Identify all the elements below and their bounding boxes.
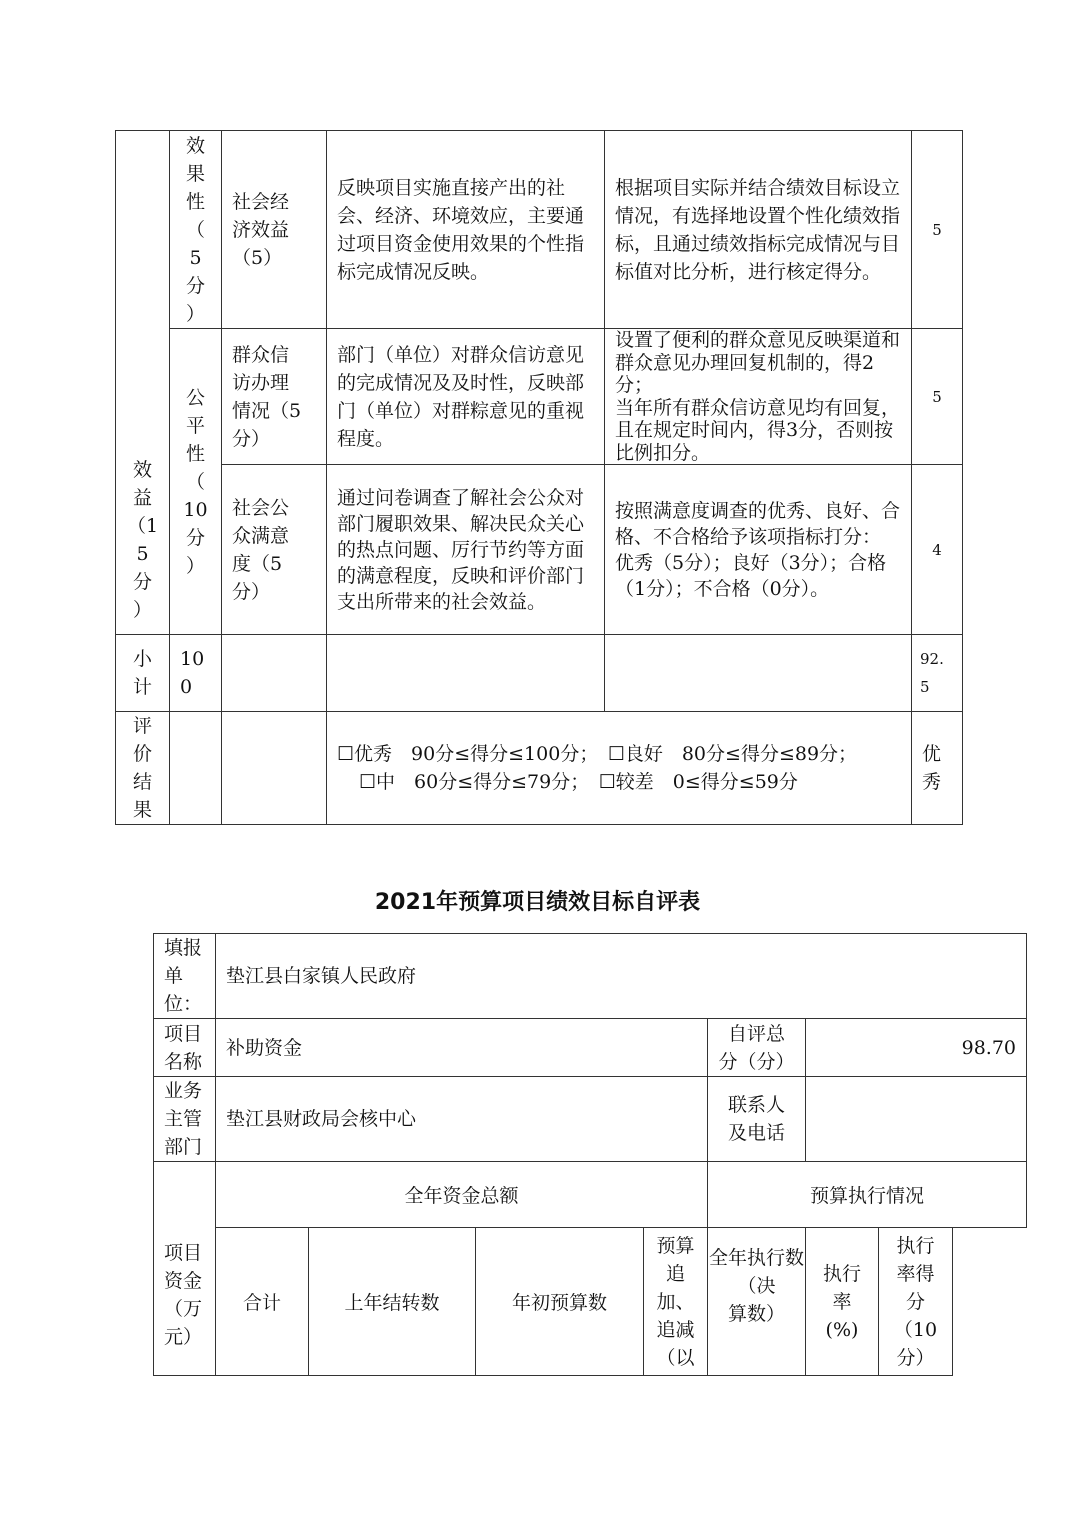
sub-dimension-char: 性 xyxy=(185,190,205,213)
header-line: 追 xyxy=(665,1262,685,1285)
indicator-public-satisfaction xyxy=(222,465,327,635)
header-line: 预算 xyxy=(656,1234,695,1257)
scoring-criteria: 根据项目实际并结合绩效目标设立情况，有选择地设置个性化绩效指标，且通过绩效指标完成情况与目标值对比分析，进行核定得分。 xyxy=(605,131,912,329)
sub-dimension-char: 10 xyxy=(183,498,208,521)
dimension-char: 分 xyxy=(132,571,152,593)
sub-dimension-char: ） xyxy=(185,554,205,577)
subtotal-total-points xyxy=(170,635,222,712)
empty-cell xyxy=(222,712,327,825)
label-line: 业务 xyxy=(164,1080,203,1102)
col-annual-exec xyxy=(708,1228,806,1376)
empty-cell xyxy=(327,635,605,712)
indicator-description: 反映项目实施直接产出的社会、经济、环境效应，主要通过项目资金使用效果的个性指标完成情况反映。 xyxy=(327,131,605,329)
unit-label xyxy=(154,934,216,1019)
indicator-social-economic xyxy=(222,131,327,329)
header-line: 分） xyxy=(896,1346,935,1369)
budget-exec-header: 预算执行情况 xyxy=(708,1162,1027,1228)
header-line: 率 xyxy=(832,1290,852,1313)
label-line: 主管 xyxy=(164,1108,203,1130)
self-score-value: 98.70 xyxy=(806,1019,1027,1077)
header-line: 算数） xyxy=(727,1303,785,1325)
sub-dimension-char: （ xyxy=(185,470,205,493)
empty-cell xyxy=(170,712,222,825)
funds-total-header: 全年资金总额 xyxy=(216,1162,708,1228)
label-line: 项目 xyxy=(164,1022,203,1045)
value-line: 0 xyxy=(180,676,193,698)
dimension-char: （1 xyxy=(126,515,159,537)
criteria-line: 设置了便利的群众意见反映渠道和群众意见办理回复机制的，得2分； xyxy=(615,329,901,396)
indicator-score: 5 xyxy=(912,131,963,329)
evaluation-result xyxy=(912,712,963,825)
label-line: 联系人 xyxy=(727,1094,785,1116)
value-line: 5 xyxy=(920,678,930,696)
indicator-line: 众满意 xyxy=(232,524,290,547)
col-exec-rate-score xyxy=(879,1228,953,1376)
value-line: 92. xyxy=(920,650,944,668)
sub-dimension-char: 分 xyxy=(185,526,205,549)
header-line: 执行 xyxy=(896,1234,935,1257)
label-line: 填报 xyxy=(164,937,203,959)
header-line: (%) xyxy=(825,1318,859,1341)
indicator-line: 社会公 xyxy=(232,496,290,519)
sub-dimension-effectiveness xyxy=(170,131,222,329)
label-char: 价 xyxy=(132,743,152,765)
label-char: 优 xyxy=(922,743,942,765)
scoring-criteria xyxy=(605,329,912,465)
sub-dimension-char: 分 xyxy=(185,274,205,297)
dept-value: 垫江县财政局会核中心 xyxy=(216,1077,708,1162)
col-initial-budget: 年初预算数 xyxy=(476,1228,644,1376)
indicator-line: 济效益 xyxy=(232,218,290,241)
dimension-char: ） xyxy=(132,599,152,621)
self-evaluation-table xyxy=(153,933,1027,1376)
dimension-effect-cell xyxy=(116,131,170,635)
self-score-label xyxy=(708,1019,806,1077)
criteria-line: 优秀（5分）；良好（3分）；合格（1分）；不合格（0分）。 xyxy=(615,551,887,600)
page-title: 2021年预算项目绩效目标自评表 xyxy=(374,890,701,915)
criteria-line: 按照满意度调查的优秀、良好、合格、不合格给予该项指标打分： xyxy=(615,499,901,548)
label-char: 小 xyxy=(132,648,152,670)
label-line: 项目 xyxy=(164,1242,203,1264)
project-funds-label xyxy=(154,1162,216,1376)
indicator-line: 分） xyxy=(232,427,271,450)
label-line: 自评总 xyxy=(727,1022,785,1045)
sub-dimension-char: 果 xyxy=(185,162,205,185)
label-line: 元） xyxy=(164,1326,203,1348)
header-line: （以 xyxy=(656,1346,695,1369)
subtotal-score xyxy=(912,635,963,712)
label-char: 结 xyxy=(132,771,152,793)
indicator-line: （5） xyxy=(232,246,283,269)
dimension-char: 益 xyxy=(132,487,152,509)
contact-label xyxy=(708,1077,806,1162)
indicator-line: 度（5 xyxy=(232,552,283,575)
dimension-char: 效 xyxy=(132,459,152,481)
col-total: 合计 xyxy=(216,1228,309,1376)
dimension-char: 5 xyxy=(136,543,149,565)
evaluation-label xyxy=(116,712,170,825)
header-line: 全年执行数（决 xyxy=(708,1247,804,1297)
header-line: 执行 xyxy=(822,1262,861,1285)
label-char: 果 xyxy=(132,799,152,821)
indicator-description: 部门（单位）对群众信访意见的完成情况及及时性，反映部门（单位）对群粽意见的重视程度。 xyxy=(327,329,605,465)
header-line: （10 xyxy=(893,1318,938,1341)
sub-dimension-char: 5 xyxy=(189,246,202,269)
label-line: 单 xyxy=(164,965,184,987)
empty-cell xyxy=(222,635,327,712)
evaluation-line-1: ☐优秀 90分≤得分≤100分； ☐良好 80分≤得分≤89分； xyxy=(337,743,858,765)
sub-dimension-char: 效 xyxy=(185,134,205,157)
project-name-label xyxy=(154,1019,216,1077)
sub-dimension-char: （ xyxy=(185,218,205,241)
label-line: 资金 xyxy=(164,1270,203,1292)
indicator-score: 5 xyxy=(912,329,963,465)
indicator-line: 情况（5 xyxy=(232,399,302,422)
criteria-line: 当年所有群众信访意见均有回复，且在规定时间内，得3分，否则按比例扣分。 xyxy=(615,396,901,464)
unit-value: 垫江县白家镇人民政府 xyxy=(216,934,1027,1019)
label-char: 秀 xyxy=(922,771,942,793)
evaluation-line-2: ☐中 60分≤得分≤79分； ☐较差 0≤得分≤59分 xyxy=(359,771,798,793)
indicator-score: 4 xyxy=(912,465,963,635)
label-line: 位： xyxy=(164,993,203,1015)
performance-table-continued xyxy=(115,130,963,825)
sub-dimension-char: ） xyxy=(185,302,205,325)
indicator-line: 社会经 xyxy=(232,190,290,213)
label-char: 评 xyxy=(132,715,152,737)
empty-cell xyxy=(605,635,912,712)
indicator-line: 访办理 xyxy=(232,371,290,394)
dept-label xyxy=(154,1077,216,1162)
sub-dimension-fairness xyxy=(170,329,222,635)
label-char: 计 xyxy=(132,676,152,698)
indicator-line: 分） xyxy=(232,580,271,603)
label-line: 部门 xyxy=(164,1136,203,1158)
header-line: 追减 xyxy=(656,1318,695,1341)
indicator-description: 通过问卷调查了解社会公众对部门履职效果、解决民众关心的热点问题、厉行节约等方面的满意程度，反映和评价部门支出所带来的社会效益。 xyxy=(327,465,605,635)
indicator-line: 群众信 xyxy=(232,343,290,366)
project-name-value: 补助资金 xyxy=(216,1019,708,1077)
sub-dimension-char: 公 xyxy=(185,386,205,409)
scoring-criteria xyxy=(605,465,912,635)
evaluation-options xyxy=(327,712,912,825)
col-budget-adjust xyxy=(644,1228,708,1376)
indicator-petition-handling xyxy=(222,329,327,465)
sub-dimension-char: 性 xyxy=(185,442,205,465)
subtotal-label xyxy=(116,635,170,712)
header-line: 分 xyxy=(905,1290,925,1313)
contact-value xyxy=(806,1077,1027,1162)
sub-dimension-char: 平 xyxy=(185,414,205,437)
header-line: 率得 xyxy=(896,1262,935,1285)
label-line: 分（分） xyxy=(718,1050,795,1073)
value-line: 10 xyxy=(180,648,205,670)
label-line: （万 xyxy=(164,1298,203,1320)
header-line: 加、 xyxy=(656,1290,695,1313)
label-line: 名称 xyxy=(164,1050,203,1073)
col-carry-over: 上年结转数 xyxy=(309,1228,476,1376)
label-line: 及电话 xyxy=(727,1122,785,1144)
col-exec-rate xyxy=(806,1228,879,1376)
